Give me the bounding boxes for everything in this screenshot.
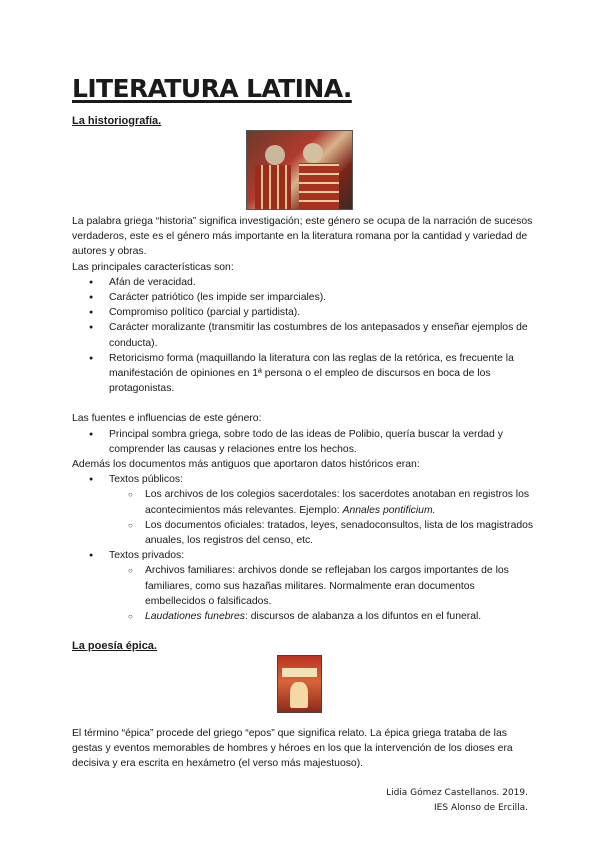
archivos-text: Los archivos de los colegios sacerdotales: los sacerdotes anotaban en registros los acontecimientos más relevantes. Ejemplo: [145,489,530,516]
caracteristicas-list [72,275,534,397]
page-title: LITERATURA LATINA. [72,74,352,103]
list-item: ● Principal sombra griega, sobre todo de las ideas de Polibio, quería buscar la verdad y comprender las causas y relaciones entre los hechos. [72,427,534,457]
archivos-sacerdotales-item [72,487,534,517]
documentos-label: Además los documentos más antiguos que aportaron datos históricos eran: [72,459,420,471]
laudationes-italic: Laudationes funebres [145,611,245,623]
section-heading-poesia: La poesía épica. [72,640,157,652]
historiografia-intro: La palabra griega “historia” significa investigación; este género se ocupa de la narración de sucesos verdaderos, este es el género más importante en la literatura romana por la cantidad y variedad de autores y obras. [72,216,533,258]
list-item: ● Carácter moralizante (transmitir las costumbres de los antepasados y enseñar ejemplos de conducta). [72,320,534,350]
poesia-intro: El término “épica” procede del griego “epos” que significa relato. La épica griega trataba de las gestas y eventos memorables de hombres y héroes en los que la intervención de los dioses era decisiva y era escrita en hexámetro (el verso más majestuoso). [72,728,513,770]
list-item: ● Compromiso político (parcial y partidista). [72,305,534,320]
annales-italic: Annales pontificium. [342,504,436,516]
book-cover-image [277,655,322,713]
fuentes-list [72,427,534,457]
documentos-list [72,472,534,624]
list-item: ● Carácter patriótico (les impide ser imparciales). [72,290,534,305]
caracteristicas-label: Las principales características son: [72,261,234,273]
laudationes-item [72,609,534,624]
list-item: ● Retoricismo forma (maquillando la literatura con las reglas de la retórica, es frecuente la manifestación de opiniones en 1ª persona o el empleo de discursos en boca de los protagonistas. [72,351,534,397]
textos-publicos-item: ● Textos públicos: [72,472,534,487]
archivos-familiares-item: ○ Archivos familiares: archivos donde se reflejaban los cargos importantes de los familiares, como sus hazañas militares. Normalmente eran documentos embellecidos o falsificados. [72,563,534,609]
fuentes-label: Las fuentes e influencias de este género: [72,413,262,425]
roman-soldiers-image [246,130,353,210]
textos-privados-item: ● Textos privados: [72,548,534,563]
documentos-oficiales-item: ○ Los documentos oficiales: tratados, leyes, senadoconsultos, lista de los magistrados anuales, los registros del censo, etc. [72,518,534,548]
footer-author: Lidia Gómez Castellanos. 2019. [386,788,528,798]
list-item: ● Afán de veracidad. [72,275,534,290]
section-heading-historiografia: La historiografía. [72,115,162,127]
laudationes-text: : discursos de alabanza a los difuntos en el funeral. [244,611,482,623]
footer-school: IES Alonso de Ercilla. [434,803,528,813]
historiografia-body [72,214,534,624]
footer [386,786,528,816]
